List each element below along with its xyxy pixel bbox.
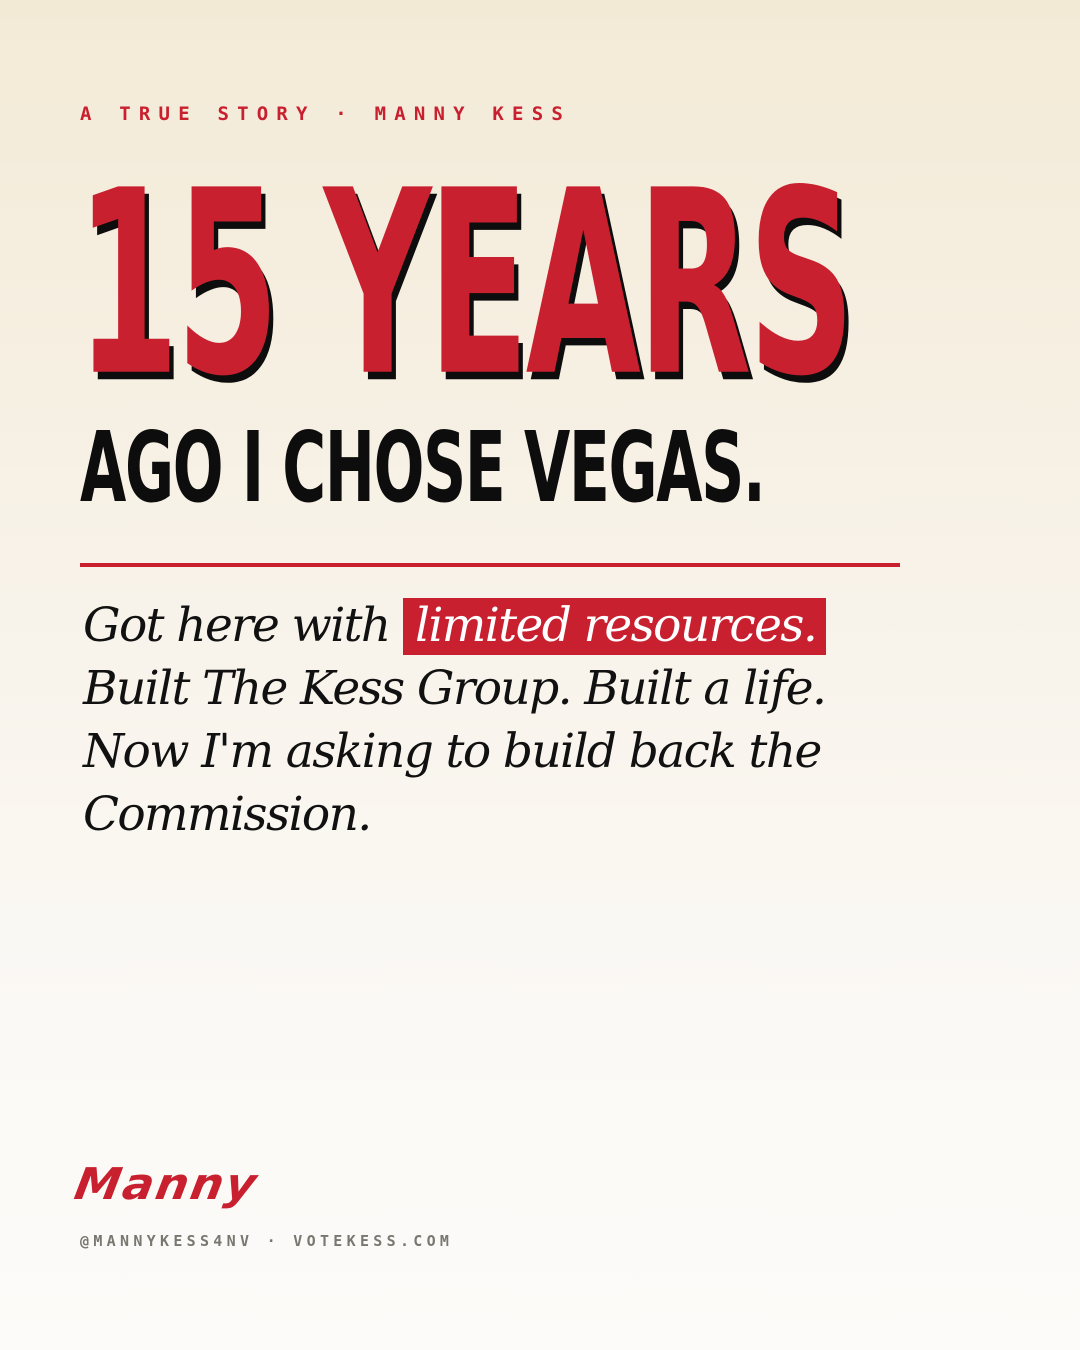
headline-big: 15 YEARS <box>76 135 852 433</box>
story-paragraph <box>83 594 983 846</box>
story-line-2: Built The Kess Group. Built a life. <box>83 661 826 716</box>
signature-logo: Manny <box>70 1158 263 1210</box>
story-line-1 <box>83 594 983 657</box>
story-line-4: Commission. <box>83 787 371 842</box>
footer-handle: @MANNYKESS4NV · VOTEKESS.COM <box>80 1232 454 1250</box>
kicker-text: A TRUE STORY · MANNY KESS <box>80 103 571 125</box>
highlighted-phrase: limited resources. <box>403 598 826 655</box>
story-line-3: Now I'm asking to build back the <box>83 724 821 779</box>
headline-sub: AGO I CHOSE VEGAS. <box>80 411 765 525</box>
story-line-1-prefix: Got here with <box>83 598 390 653</box>
divider-rule <box>80 563 900 567</box>
